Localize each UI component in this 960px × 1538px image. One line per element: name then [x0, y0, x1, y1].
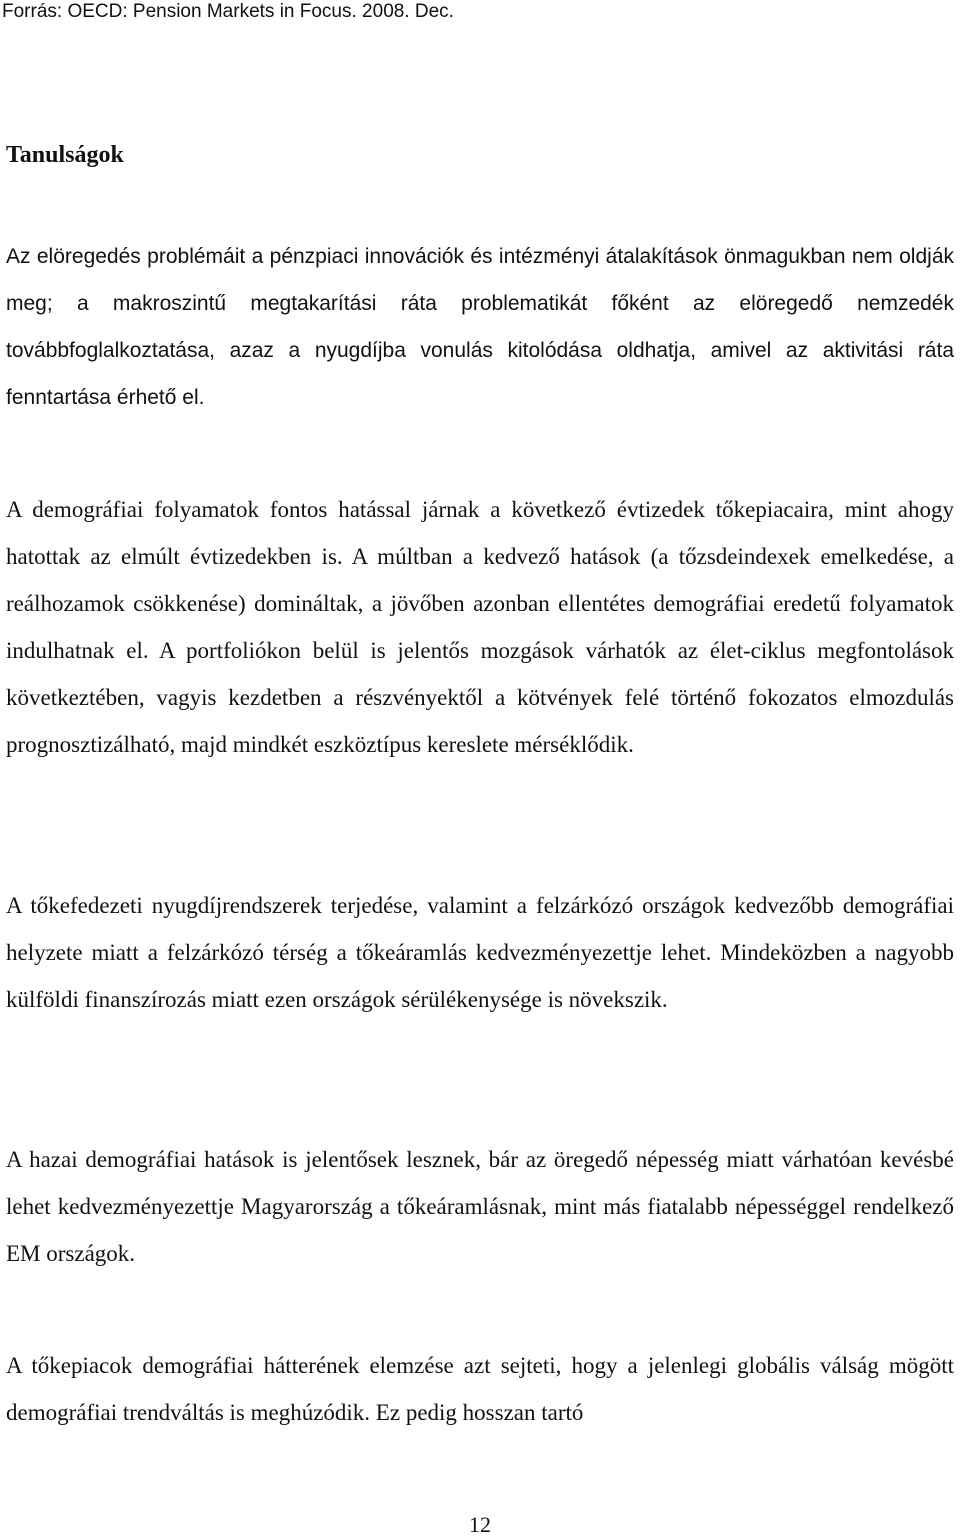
paragraph-aging: Az elöregedés problémáit a pénzpiaci innovációk és intézményi átalakítások önmagukban nem oldják meg; a makroszintű megtakarítási ráta problematikát főként az elöregedő nemzedék továbbfoglalkoztatása, azaz a nyugdíjba vonulás kitolódása oldhatja, amivel az aktivitási ráta fenntartása érhető el.	[6, 245, 954, 409]
source-citation: Forrás: OECD: Pension Markets in Focus. 2008. Dec.	[2, 1, 454, 22]
paragraph-domestic-effects: A hazai demográfiai hatások is jelentősek lesznek, bár az öregedő népesség miatt várhatóan kevésbé lehet kedvezményezettje Magyarország a tőkeáramlásnak, mint más fiatalabb népességgel rendelkező EM országok.	[6, 1147, 954, 1266]
paragraph-demographic-processes: A demográfiai folyamatok fontos hatással járnak a következő évtizedek tőkepiacaira, mint ahogy hatottak az elmúlt évtizedekben is. A múltban a kedvező hatások (a tőzsdeindexek emelkedése, a reálhozamok csökkenése) domináltak, a jövőben azonban ellentétes demográfiai eredetű folyamatok indulhatnak el. A portfoliókon belül is jelentős mozgások várhatók az élet-ciklus megfontolások következtében, vagyis kezdetben a részvényektől a kötvények felé történő fokozatos elmozdulás prognosztizálható, majd mindkét eszköztípus kereslete mérséklődik.	[6, 497, 954, 757]
section-heading: Tanulságok	[6, 142, 124, 168]
paragraph-capital-markets-analysis: A tőkepiacok demográfiai hátterének elemzése azt sejteti, hogy a jelenlegi globális válság mögött demográfiai trendváltás is meghúzódik. Ez pedig hosszan tartó	[6, 1353, 954, 1425]
page-number: 12	[469, 1512, 491, 1537]
paragraph-funded-pensions: A tőkefedezeti nyugdíjrendszerek terjedése, valamint a felzárkózó országok kedvezőbb demográfiai helyzete miatt a felzárkózó térség a tőkeáramlás kedvezményezettje lehet. Mindeközben a nagyobb külföldi finanszírozás miatt ezen országok sérülékenysége is növekszik.	[6, 893, 954, 1012]
